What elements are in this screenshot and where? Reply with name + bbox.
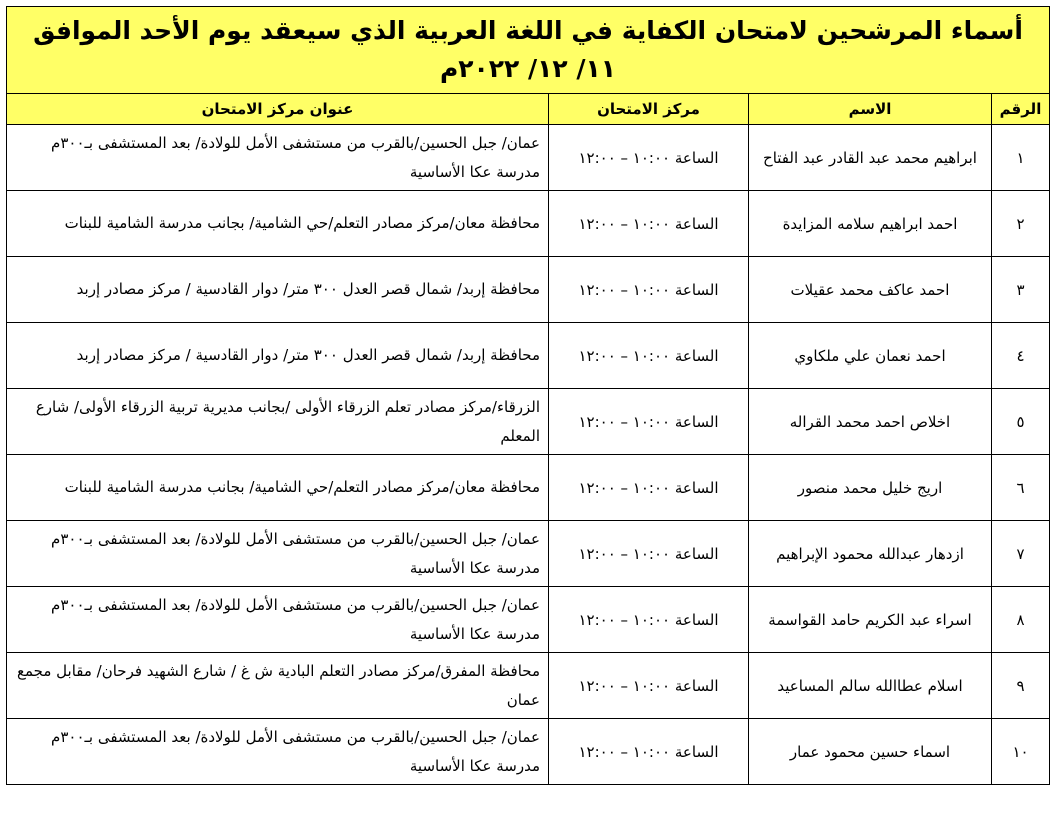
center-address: محافظة إربد/ شمال قصر العدل ٣٠٠ متر/ دوار القادسية / مركز مصادر إربد — [7, 257, 549, 323]
row-number: ٨ — [992, 587, 1050, 653]
center-address: عمان/ جبل الحسين/بالقرب من مستشفى الأمل للولادة/ بعد المستشفى بـ٣٠٠م مدرسة عكا الأساسية — [7, 587, 549, 653]
exam-time: الساعة ١٠:٠٠ – ١٢:٠٠ — [549, 323, 749, 389]
exam-time: الساعة ١٠:٠٠ – ١٢:٠٠ — [549, 389, 749, 455]
header-number: الرقم — [992, 94, 1050, 125]
candidates-sheet — [6, 6, 1049, 785]
row-number: ١٠ — [992, 719, 1050, 785]
table-row — [7, 125, 1050, 191]
row-number: ٢ — [992, 191, 1050, 257]
exam-time: الساعة ١٠:٠٠ – ١٢:٠٠ — [549, 587, 749, 653]
exam-time: الساعة ١٠:٠٠ – ١٢:٠٠ — [549, 191, 749, 257]
row-number: ٣ — [992, 257, 1050, 323]
row-number: ١ — [992, 125, 1050, 191]
candidate-name: احمد ابراهيم سلامه المزايدة — [749, 191, 992, 257]
header-center-address: عنوان مركز الامتحان — [7, 94, 549, 125]
candidate-name: اسراء عبد الكريم حامد القواسمة — [749, 587, 992, 653]
exam-time: الساعة ١٠:٠٠ – ١٢:٠٠ — [549, 257, 749, 323]
candidate-name: احمد عاكف محمد عقيلات — [749, 257, 992, 323]
candidate-name: ازدهار عبدالله محمود الإبراهيم — [749, 521, 992, 587]
center-address: محافظة إربد/ شمال قصر العدل ٣٠٠ متر/ دوار القادسية / مركز مصادر إربد — [7, 323, 549, 389]
center-address: محافظة معان/مركز مصادر التعلم/حي الشامية/ بجانب مدرسة الشامية للبنات — [7, 191, 549, 257]
table-header — [7, 94, 1050, 125]
table-row — [7, 257, 1050, 323]
table-row — [7, 653, 1050, 719]
title-line-1: أسماء المرشحين لامتحان الكفاية في اللغة العربية الذي سيعقد يوم الأحد الموافق — [33, 16, 1023, 45]
candidate-name: اخلاص احمد محمد القراله — [749, 389, 992, 455]
table-row — [7, 191, 1050, 257]
candidate-name: اريج خليل محمد منصور — [749, 455, 992, 521]
exam-time: الساعة ١٠:٠٠ – ١٢:٠٠ — [549, 125, 749, 191]
table-body — [7, 125, 1050, 785]
table-row — [7, 521, 1050, 587]
table-row — [7, 455, 1050, 521]
title-date: ١١/ ١٢/ ٢٠٢٢م — [439, 54, 617, 83]
center-address: الزرقاء/مركز مصادر تعلم الزرقاء الأولى /بجانب مديرية تربية الزرقاء الأولى/ شارع المعلم — [7, 389, 549, 455]
header-name: الاسم — [749, 94, 992, 125]
table-row — [7, 719, 1050, 785]
table-row — [7, 389, 1050, 455]
row-number: ٩ — [992, 653, 1050, 719]
center-address: عمان/ جبل الحسين/بالقرب من مستشفى الأمل للولادة/ بعد المستشفى بـ٣٠٠م مدرسة عكا الأساسية — [7, 719, 549, 785]
center-address: محافظة المفرق/مركز مصادر التعلم البادية ش غ / شارع الشهيد فرحان/ مقابل مجمع عمان — [7, 653, 549, 719]
exam-time: الساعة ١٠:٠٠ – ١٢:٠٠ — [549, 455, 749, 521]
table-row — [7, 587, 1050, 653]
exam-time: الساعة ١٠:٠٠ – ١٢:٠٠ — [549, 653, 749, 719]
candidate-name: ابراهيم محمد عبد القادر عبد الفتاح — [749, 125, 992, 191]
candidate-name: اسلام عطاالله سالم المساعيد — [749, 653, 992, 719]
page-title — [7, 7, 1050, 94]
exam-time: الساعة ١٠:٠٠ – ١٢:٠٠ — [549, 719, 749, 785]
table-row — [7, 323, 1050, 389]
candidate-name: احمد نعمان علي ملكاوي — [749, 323, 992, 389]
exam-time: الساعة ١٠:٠٠ – ١٢:٠٠ — [549, 521, 749, 587]
row-number: ٧ — [992, 521, 1050, 587]
candidate-name: اسماء حسين محمود عمار — [749, 719, 992, 785]
center-address: عمان/ جبل الحسين/بالقرب من مستشفى الأمل للولادة/ بعد المستشفى بـ٣٠٠م مدرسة عكا الأساسية — [7, 125, 549, 191]
row-number: ٦ — [992, 455, 1050, 521]
center-address: محافظة معان/مركز مصادر التعلم/حي الشامية/ بجانب مدرسة الشامية للبنات — [7, 455, 549, 521]
header-exam-center: مركز الامتحان — [549, 94, 749, 125]
row-number: ٤ — [992, 323, 1050, 389]
center-address: عمان/ جبل الحسين/بالقرب من مستشفى الأمل للولادة/ بعد المستشفى بـ٣٠٠م مدرسة عكا الأساسية — [7, 521, 549, 587]
row-number: ٥ — [992, 389, 1050, 455]
candidates-table — [6, 6, 1050, 785]
